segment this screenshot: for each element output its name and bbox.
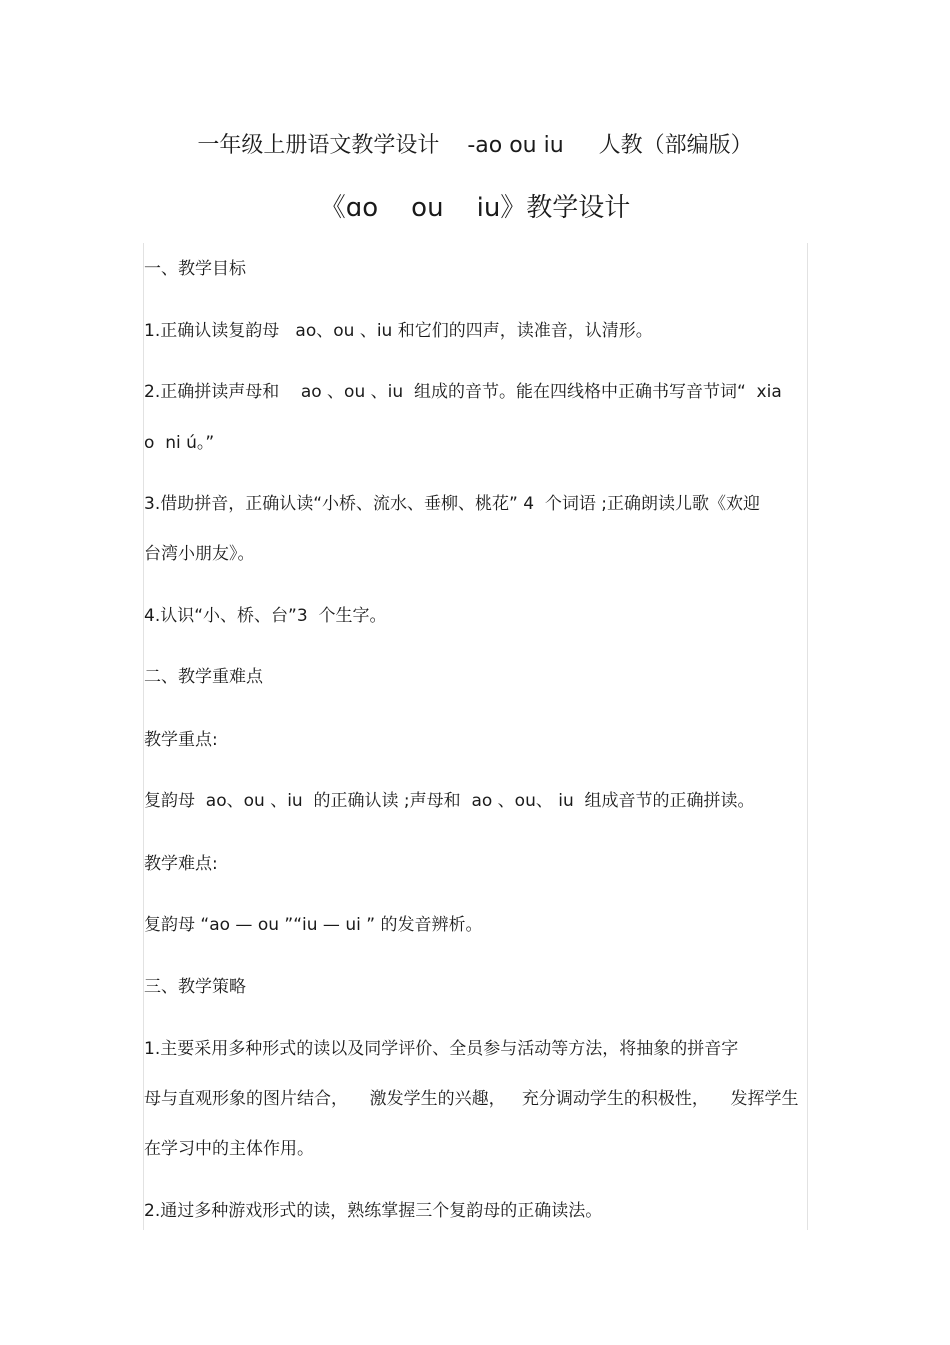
document-title: 一年级上册语文教学设计 -ao ou iu 人教（部编版） — [197, 133, 753, 158]
section-heading-goals: 一、教学目标 — [144, 259, 246, 279]
goal-item-1: 1.正确认读复韵母 ao、ou 、iu 和它们的四声，读准音，认清形。 — [144, 321, 653, 341]
goal-item-2: 2.正确拼读声母和 ao 、ou 、iu 组成的音节。能在四线格中正确书写音节词“ xia — [144, 382, 782, 402]
goal-item-3-continued: 台湾小朋友》。 — [144, 544, 255, 564]
strategy-item-2: 2.通过多种游戏形式的读，熟练掌握三个复韵母的正确读法。 — [144, 1201, 603, 1221]
key-point-label: 教学重点: — [144, 730, 218, 750]
goal-item-4: 4.认识“小、桥、台”3 个生字。 — [144, 606, 387, 626]
difficulty-label: 教学难点: — [144, 854, 218, 874]
strategy-item-1-continued: 母与直观形象的图片结合， 激发学生的兴趣， 充分调动学生的积极性， 发挥学生 — [144, 1089, 799, 1109]
goal-item-2-continued: o ni ú。” — [144, 433, 215, 453]
difficulty-text: 复韵母 “ao — ou ”“iu — ui ” 的发音辨析。 — [144, 915, 483, 935]
strategy-item-1: 1.主要采用多种形式的读以及同学评价、全员参与活动等方法，将抽象的拼音字 — [144, 1039, 739, 1059]
key-point-text: 复韵母 ao、ou 、iu 的正确认读 ;声母和 ao 、ou、 iu 组成音节的正确拼读。 — [144, 791, 755, 811]
section-heading-strategies: 三、教学策略 — [144, 977, 246, 997]
strategy-item-1-end: 在学习中的主体作用。 — [144, 1139, 314, 1159]
section-heading-key-points: 二、教学重难点 — [144, 667, 263, 687]
goal-item-3: 3.借助拼音，正确认读“小桥、流水、垂柳、桃花” 4 个词语 ;正确朗读儿歌《欢迎 — [144, 494, 760, 514]
document-subtitle: 《ɑo ou iu》教学设计 — [319, 193, 631, 223]
